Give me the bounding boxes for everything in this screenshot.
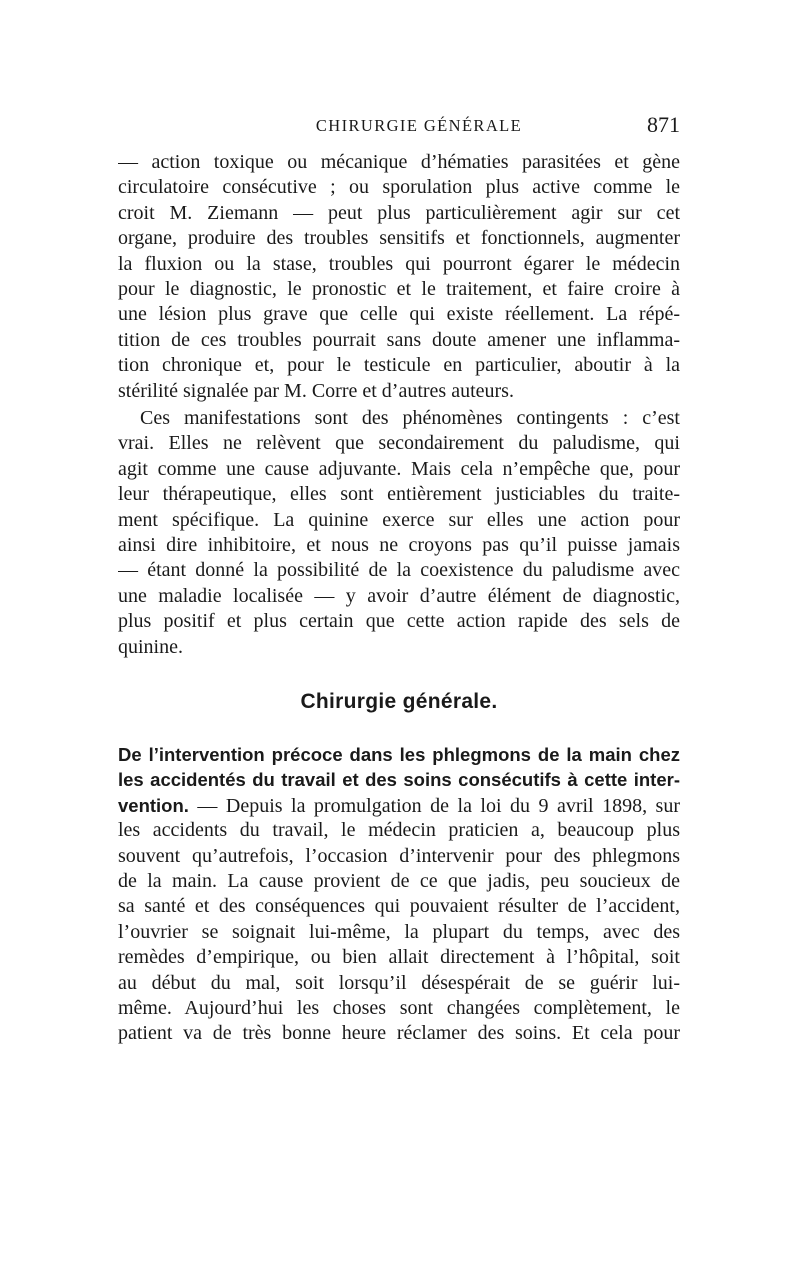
text-line: même. Aujourd’hui les choses sont changées complètement, le: [118, 996, 680, 1019]
text-line: au début du mal, soit lorsqu’il désespérait de se guérir lui-: [118, 971, 680, 994]
text-line: — action toxique ou mécanique d’hématies parasitées et gène: [118, 151, 680, 173]
text-line: leur thérapeutique, elles sont entièrement justiciables du traite-: [118, 483, 680, 506]
text-line: une maladie localisée — y avoir d’autre élément de diagnostic,: [118, 584, 680, 607]
article-title-line: De l’intervention précoce dans les phlegmons de la main chez: [118, 744, 680, 765]
text-run: — Depuis la promulgation de la loi du 9 avril 1898, sur: [188, 794, 680, 817]
text-line: pour le diagnostic, le pronostic et le traitement, et faire croire à: [118, 277, 680, 300]
text-line: tition de ces troubles pourrait sans doute amener une inflamma-: [118, 328, 680, 351]
text-line: sa santé et des conséquences qui pouvaient résulter de l’accident,: [118, 895, 680, 918]
page-header: [118, 112, 680, 142]
text-line: [118, 793, 680, 818]
running-head: CHIRURGIE GÉNÉRALE: [315, 116, 523, 135]
text-line: l’ouvrier se soignait lui-même, la plupart du temps, avec des: [118, 920, 680, 943]
text-line: plus positif et plus certain que cette action rapide des sels de: [118, 610, 680, 633]
text-line: agit comme une cause adjuvante. Mais cela n’empêche que, pour: [118, 457, 680, 480]
article-title-end: vention.: [118, 794, 189, 816]
text-line: croit M. Ziemann — peut plus particulièrement agir sur cet: [118, 201, 680, 224]
paragraph-1: [118, 150, 680, 404]
text-line: ment spécifique. La quinine exerce sur elles une action pour: [118, 508, 680, 531]
section-heading: Chirurgie générale.: [300, 690, 498, 713]
text-line: la fluxion ou la stase, troubles qui pourront égarer le médecin: [118, 252, 680, 275]
text-line: vrai. Elles ne relèvent que secondairement du paludisme, qui: [118, 432, 680, 455]
text-line: organe, produire des troubles sensitifs et fonctionnels, augmenter: [118, 227, 680, 250]
book-page: [118, 0, 680, 1262]
text-line: circulatoire consécutive ; ou sporulation plus active comme le: [118, 176, 680, 199]
text-line: de la main. La cause provient de ce que jadis, peu soucieux de: [118, 869, 680, 892]
text-line: une lésion plus grave que celle qui existe réellement. La répé-: [118, 303, 680, 326]
text-line: souvent qu’autrefois, l’occasion d’intervenir pour des phlegmons: [118, 844, 680, 867]
paragraph-3: [118, 742, 680, 1047]
text-line: patient va de très bonne heure réclamer des soins. Et cela pour: [118, 1022, 680, 1045]
page-number: 871: [647, 112, 680, 137]
text-line: les accidents du travail, le médecin praticien a, beaucoup plus: [118, 819, 680, 842]
text-line: remèdes d’empirique, ou bien allait directement à l’hôpital, soit: [118, 946, 680, 969]
text-line: stérilité signalée par M. Corre et d’autres auteurs.: [118, 379, 514, 402]
text-line: Ces manifestations sont des phénomènes contingents : c’est: [140, 407, 680, 429]
text-line: tion chronique et, pour le testicule en particulier, aboutir à la: [118, 354, 680, 377]
text-line: quinine.: [118, 635, 183, 658]
article-title-line: les accidentés du travail et des soins consécutifs à cette inter-: [118, 769, 680, 791]
text-line: — étant donné la possibilité de la coexistence du paludisme avec: [118, 559, 680, 582]
text-line: ainsi dire inhibitoire, et nous ne croyons pas qu’il puisse jamais: [118, 533, 680, 556]
paragraph-2: [118, 406, 680, 660]
